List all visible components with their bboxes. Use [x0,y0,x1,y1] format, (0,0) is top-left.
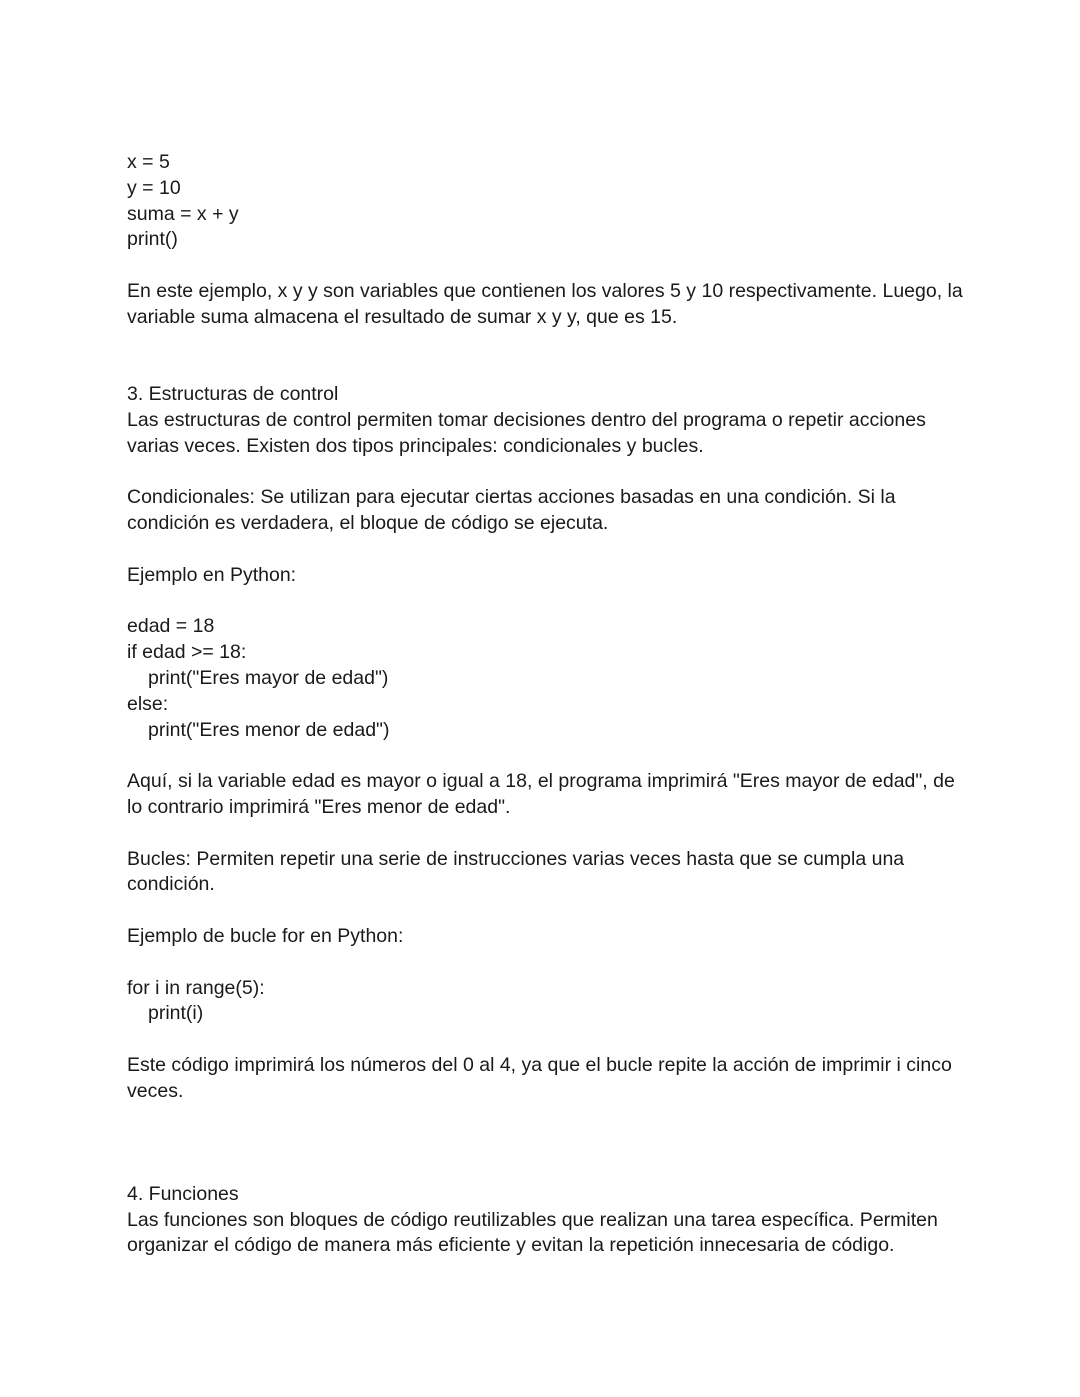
section-4 [127,1182,967,1259]
if-code-block [127,614,967,743]
code-line: suma = x + y [127,202,239,225]
code-line: x = 5 [127,151,170,173]
for-code-block [127,976,967,1028]
code-line: else: [127,692,169,715]
section-3 [127,382,967,1104]
code-line: edad = 18 [127,615,215,638]
document-page [127,150,967,1259]
intro-explanation-paragraph: En este ejemplo, x y y son variables que contienen los valores 5 y 10 respectivamente. Luego, la variable suma almacena el resultado de sumar x y y, que es 15. [127,279,963,328]
code-line: print(i) [148,1002,204,1025]
intro-code-block [127,150,967,253]
for-example-label: Ejemplo de bucle for en Python: [127,924,404,947]
code-line: print() [127,228,178,251]
loops-paragraph: Bucles: Permiten repetir una serie de instrucciones varias veces hasta que se cumpla una condición. [127,847,905,896]
code-line: print("Eres menor de edad") [148,718,390,741]
for-explanation-paragraph: Este código imprimirá los números del 0 al 4, ya que el bucle repite la acción de imprimir i cinco veces. [127,1053,952,1102]
code-line: if edad >= 18: [127,641,247,664]
conditionals-paragraph: Condicionales: Se utilizan para ejecutar ciertas acciones basadas en una condición. Si la condición es verdadera, el bloque de código se ejecuta. [127,486,896,535]
code-line: for i in range(5): [127,976,265,999]
section-3-intro-paragraph: Las estructuras de control permiten tomar decisiones dentro del programa o repetir acciones varias veces. Existen dos tipos principales: condicionales y bucles. [127,408,926,457]
section-4-heading: 4. Funciones [127,1182,239,1205]
example-label: Ejemplo en Python: [127,563,297,586]
code-line: y = 10 [127,176,181,199]
section-3-heading: 3. Estructuras de control [127,383,339,406]
if-explanation-paragraph: Aquí, si la variable edad es mayor o igual a 18, el programa imprimirá "Eres mayor de edad", de lo contrario imprimirá "Eres menor de edad". [127,770,955,818]
section-4-intro-paragraph: Las funciones son bloques de código reutilizables que realizan una tarea específica. Permiten organizar el código de manera más eficiente y evitan la repetición innecesaria de código. [127,1208,938,1257]
code-line: print("Eres mayor de edad") [148,666,389,689]
